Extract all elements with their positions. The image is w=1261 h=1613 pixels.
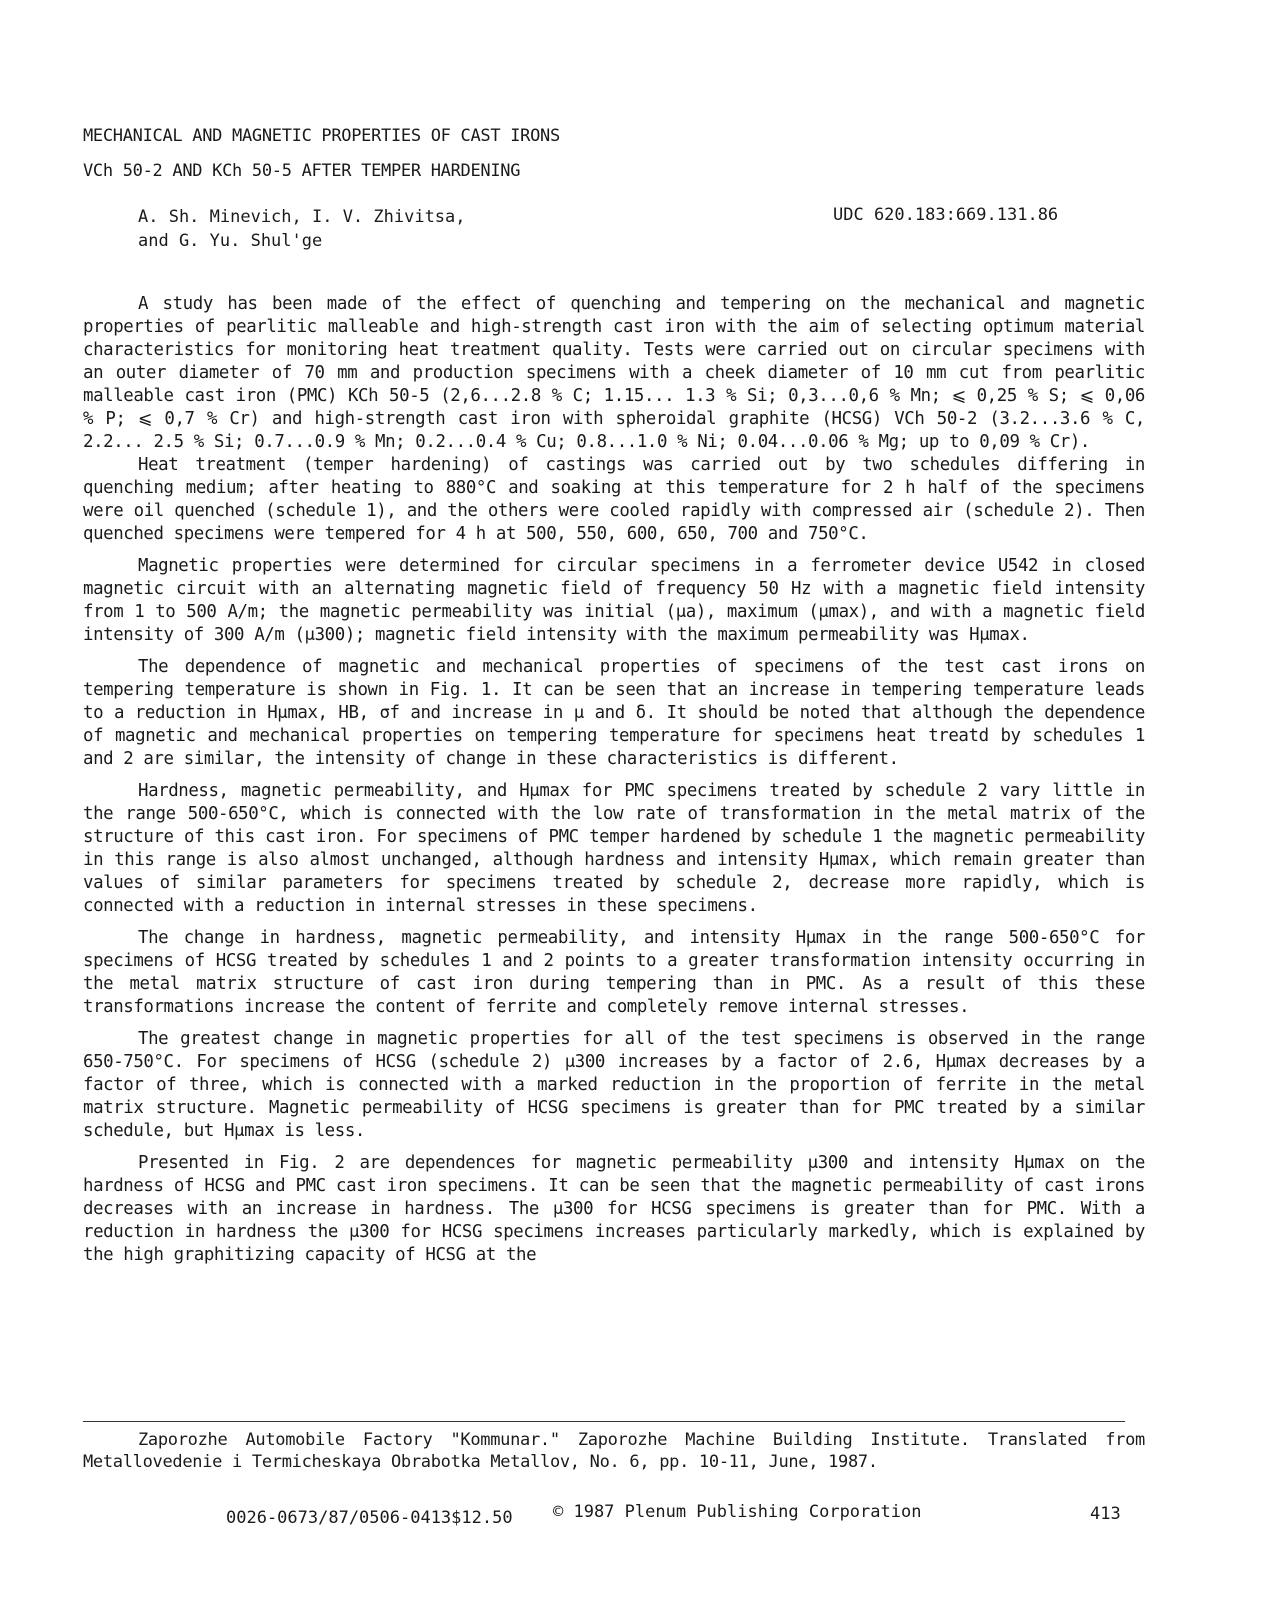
paragraph: Heat treatment (temper hardening) of castings was carried out by two schedules differing in quenching medium; after heating to 880°C and soaking at this temperature for 2 h half of the specimens were oil quenched (schedule 1), and the others were cooled rapidly with compressed air (schedule 2). Then quenched specimens were tempered for 4 h at 500, 550, 600, 650, 700 and 750°C. <box>83 455 1145 544</box>
authors <box>138 205 466 253</box>
body-text <box>83 293 1145 1276</box>
page-number: 413 <box>1090 1504 1121 1524</box>
footnote-divider <box>83 1421 1125 1422</box>
footnote-text: Zaporozhe Automobile Factory "Kommunar." Zaporozhe Machine Building Institute. Translated from Metallovedenie i Termicheskaya Obrabotka Metallov, No. 6, pp. 10-11, June, 1987. <box>83 1430 1145 1472</box>
paragraph: The dependence of magnetic and mechanical properties of specimens of the test cast irons on tempering temperature is shown in Fig. 1. It can be seen that an increase in tempering temperature leads to a reduction in Hμmax, HB, σf and increase in μ and δ. It should be noted that although the dependence of magnetic and mechanical properties on tempering temperature for specimens heat treatd by schedules 1 and 2 are similar, the intensity of change in these characteristics is different. <box>83 657 1145 769</box>
authors-line-1: A. Sh. Minevich, I. V. Zhivitsa, <box>138 207 466 227</box>
paper-title-line-2: VCh 50-2 AND KCh 50-5 AFTER TEMPER HARDENING <box>83 161 521 181</box>
paragraph: Presented in Fig. 2 are dependences for magnetic permeability μ300 and intensity Hμmax on the hardness of HCSG and PMC cast iron specimens. It can be seen that the magnetic permeability of cast irons decreases with an increase in hardness. The μ300 for HCSG specimens is greater than for PMC. With a reduction in hardness the μ300 for HCSG specimens increases particularly markedly, which is explained by the high graphitizing capacity of HCSG at the <box>83 1153 1145 1265</box>
paper-title-line-1: MECHANICAL AND MAGNETIC PROPERTIES OF CAST IRONS <box>83 126 560 146</box>
paragraph: The change in hardness, magnetic permeability, and intensity Hμmax in the range 500-650°C for specimens of HCSG treated by schedules 1 and 2 points to a greater transformation intensity occurring in the metal matrix structure of cast iron during tempering than in PMC. As a result of this these transformations increase the content of ferrite and completely remove internal stresses. <box>83 928 1145 1017</box>
footnote <box>83 1429 1145 1473</box>
paragraph: Hardness, magnetic permeability, and Hμmax for PMC specimens treated by schedule 2 vary little in the range 500-650°C, which is connected with the low rate of transformation in the metal matrix of the structure of this cast iron. For specimens of PMC temper hardened by schedule 1 the magnetic permeability in this range is also almost unchanged, although hardness and intensity Hμmax, which remain greater than values of similar parameters for specimens treated by schedule 2, decrease more rapidly, which is connected with a reduction in internal stresses in these specimens. <box>83 781 1145 916</box>
article-code: 0026-0673/87/0506-0413$12.50 <box>226 1508 513 1528</box>
paragraph: The greatest change in magnetic properties for all of the test specimens is observed in the range 650-750°C. For specimens of HCSG (schedule 2) μ300 increases by a factor of 2.6, Hμmax decreases by a factor of three, which is connected with a marked reduction in the proportion of ferrite in the metal matrix structure. Magnetic permeability of HCSG specimens is greater than for PMC treated by a similar schedule, but Hμmax is less. <box>83 1029 1145 1141</box>
paragraph: Magnetic properties were determined for circular specimens in a ferrometer device U542 in closed magnetic circuit with an alternating magnetic field of frequency 50 Hz with a magnetic field intensity from 1 to 500 A/m; the magnetic permeability was initial (μa), maximum (μmax), and with a magnetic field intensity of 300 A/m (μ300); magnetic field intensity with the maximum permeability was Hμmax. <box>83 556 1145 645</box>
paragraph: A study has been made of the effect of quenching and tempering on the mechanical and magnetic properties of pearlitic malleable and high-strength cast iron with the aim of selecting optimum material characteristics for monitoring heat treatment quality. Tests were carried out on circular specimens with an outer diameter of 70 mm and production specimens with a cheek diameter of 10 mm cut from pearlitic malleable cast iron (PMC) KCh 50-5 (2,6...2.8 % C; 1.15... 1.3 % Si; 0,3...0,6 % Mn; ⩽ 0,25 % S; ⩽ 0,06 % P; ⩽ 0,7 % Cr) and high-strength cast iron with spheroidal graphite (HCSG) VCh 50-2 (3.2...3.6 % C, 2.2... 2.5 % Si; 0.7...0.9 % Mn; 0.2...0.4 % Cu; 0.8...1.0 % Ni; 0.04...0.06 % Mg; up to 0,09 % Cr). <box>83 294 1145 452</box>
authors-line-2: and G. Yu. Shul'ge <box>138 231 323 251</box>
udc-code: UDC 620.183:669.131.86 <box>833 205 1059 225</box>
copyright-notice: © 1987 Plenum Publishing Corporation <box>553 1502 922 1522</box>
